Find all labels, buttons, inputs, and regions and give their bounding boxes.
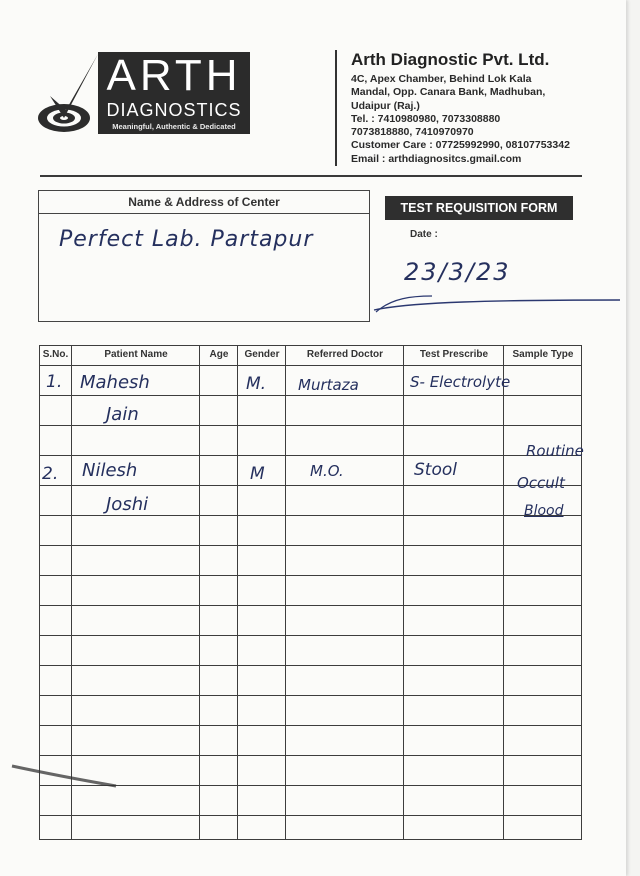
column-header-sample-type: Sample Type	[512, 349, 574, 360]
entry-test: S- Electrolyte	[410, 373, 511, 391]
entry-patient-name: Joshi	[106, 494, 149, 515]
address-line: Customer Care : 07725992990, 08107753342	[351, 139, 570, 152]
entry-sample-type: Routine	[526, 442, 584, 460]
entry-patient-name: Nilesh	[82, 460, 138, 481]
logo-word: ARTH	[106, 51, 242, 100]
logo-box	[98, 52, 250, 134]
date-handwritten: 23/3/23	[404, 258, 511, 286]
center-label: Name & Address of Center	[39, 191, 369, 214]
logo-tagline: Meaningful, Authentic & Dedicated	[112, 122, 236, 131]
date-underline-stroke	[372, 290, 622, 320]
entry-sample-type: Blood	[524, 503, 564, 519]
column-header-age: Age	[209, 349, 229, 360]
address-line: 7073818880, 7410970970	[351, 126, 474, 139]
company-address	[351, 73, 619, 166]
entry-sno: 1.	[46, 372, 63, 392]
column-header-patient-name: Patient Name	[104, 349, 168, 360]
column-header-referred-doctor: Referred Doctor	[306, 349, 384, 360]
ink-smudge	[10, 760, 120, 790]
entry-gender: M.	[246, 374, 267, 394]
logo-subtitle: DIAGNOSTICS	[106, 100, 242, 120]
address-line: Udaipur (Raj.)	[351, 99, 420, 112]
center-box	[38, 190, 370, 322]
entry-sample-type: Occult	[517, 474, 565, 492]
company-name: Arth Diagnostic Pvt. Ltd.	[351, 50, 550, 69]
form-title-badge: TEST REQUISITION FORM	[385, 196, 573, 220]
header-divider	[335, 50, 337, 166]
address-line: Mandal, Opp. Canara Bank, Madhuban,	[351, 86, 546, 99]
column-header-gender: Gender	[244, 349, 280, 360]
entry-patient-name: Mahesh	[80, 372, 150, 393]
entry-patient-name: Jain	[106, 404, 139, 425]
column-header-sno: S.No.	[42, 349, 69, 360]
column-header-test-prescribe: Test Prescribe	[419, 349, 489, 360]
entry-sno: 2.	[42, 464, 59, 484]
entry-gender: M	[250, 464, 265, 484]
entry-test: Stool	[414, 460, 457, 480]
address-line: 4C, Apex Chamber, Behind Lok Kala	[351, 73, 532, 85]
entry-referred-doctor: Murtaza	[298, 376, 359, 394]
address-line: Email : arthdiagnositcs.gmail.com	[351, 152, 522, 165]
address-line: Tel. : 7410980980, 7073308880	[351, 112, 501, 125]
target-check-logo-icon	[36, 50, 102, 136]
entry-referred-doctor: M.O.	[310, 462, 344, 480]
date-label: Date :	[410, 229, 438, 240]
center-name-handwritten: Perfect Lab. Partapur	[59, 227, 314, 252]
header-rule	[40, 175, 582, 177]
